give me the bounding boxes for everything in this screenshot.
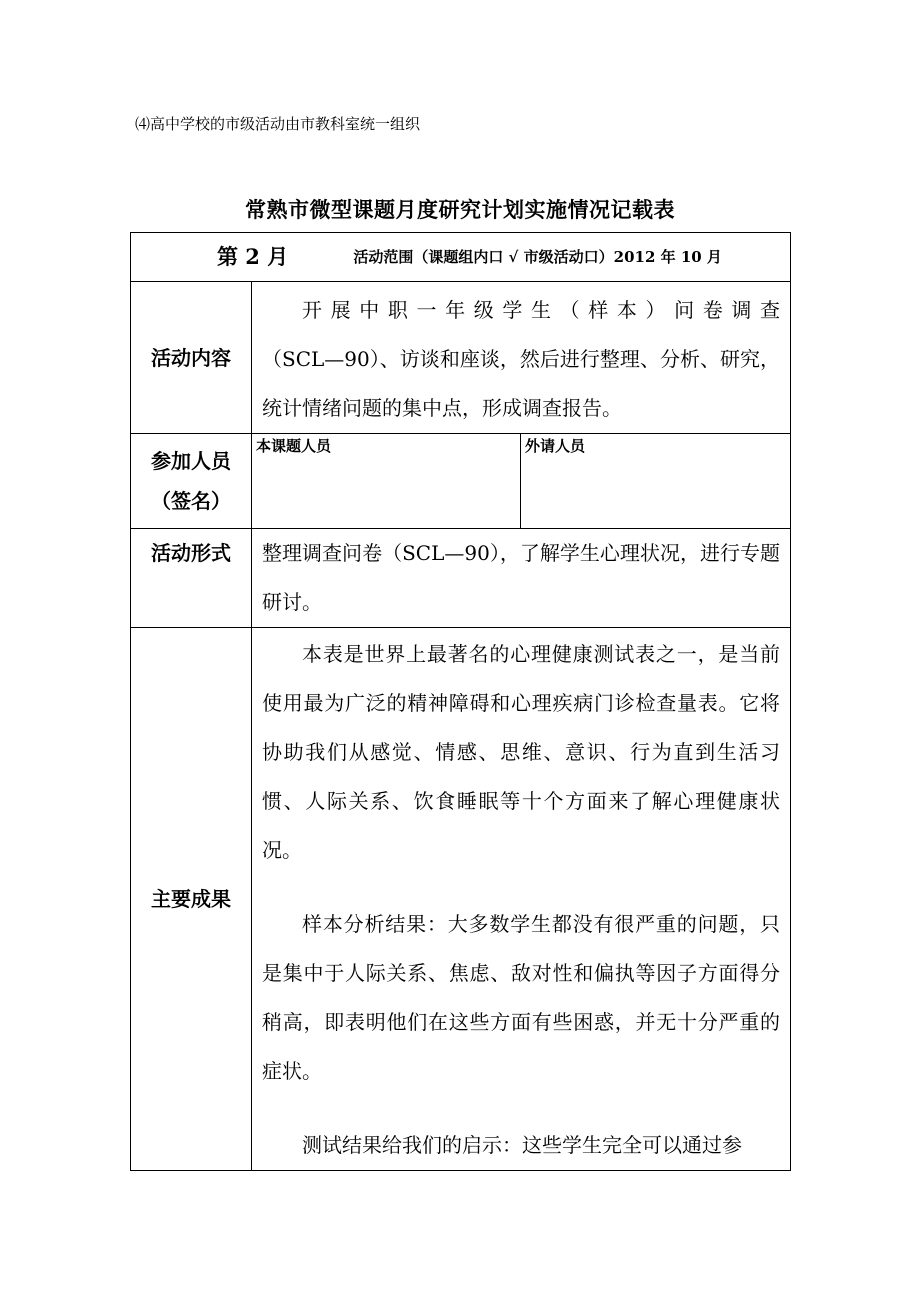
results-paragraph-1: 本表是世界上最著名的心理健康测试表之一，是当前使用最为广泛的精神障碍和心理疾病门诊检查量表。它将协助我们从感觉、情感、思维、意识、行为直到生活习惯、人际关系、饮食睡眠等十个方面来了解心理健康状况。 <box>262 642 781 862</box>
results-text <box>252 628 791 1171</box>
content-line-3: 统计情绪问题的集中点，形成调查报告。 <box>262 396 622 420</box>
content-text <box>252 282 791 434</box>
content-line-2: （SCL—90）、访谈和座谈，然后进行整理、分析、研究， <box>262 347 781 371</box>
results-label: 主要成果 <box>131 628 252 1171</box>
participants-label-line1: 参加人员 <box>151 449 231 473</box>
form-label: 活动形式 <box>131 529 252 628</box>
activity-scope: 活动范围（课题组内口 √ 市级活动口）2012 年 10 月 <box>353 248 722 266</box>
month-label: 第 2 月 <box>217 244 289 269</box>
header-row <box>131 233 791 282</box>
document-title: 常熟市微型课题月度研究计划实施情况记载表 <box>245 197 675 222</box>
content-label: 活动内容 <box>131 282 252 434</box>
participants-label <box>131 434 252 529</box>
content-row <box>131 282 791 434</box>
internal-members-cell: 本课题人员 <box>252 434 521 529</box>
results-row <box>131 628 791 1171</box>
note-text: ⑷高中学校的市级活动由市教科室统一组织 <box>135 115 421 133</box>
results-paragraph-2: 样本分析结果：大多数学生都没有很严重的问题，只是集中于人际关系、焦虑、敌对性和偏执等因子方面得分稍高，即表明他们在这些方面有些困惑，并无十分严重的症状。 <box>262 912 781 1083</box>
results-paragraph-3: 测试结果给我们的启示：这些学生完全可以通过参 <box>302 1133 742 1157</box>
header-cell <box>131 233 791 282</box>
content-line-1: 开展中职一年级学生（样本）问卷调查 <box>302 298 781 322</box>
form-row <box>131 529 791 628</box>
form-paragraph: 整理调查问卷（SCL—90），了解学生心理状况，进行专题研讨。 <box>262 541 781 614</box>
record-table <box>130 232 791 1171</box>
participants-label-line2: （签名） <box>151 489 231 513</box>
external-members-cell: 外请人员 <box>521 434 791 529</box>
participants-row <box>131 434 791 529</box>
form-text <box>252 529 791 628</box>
